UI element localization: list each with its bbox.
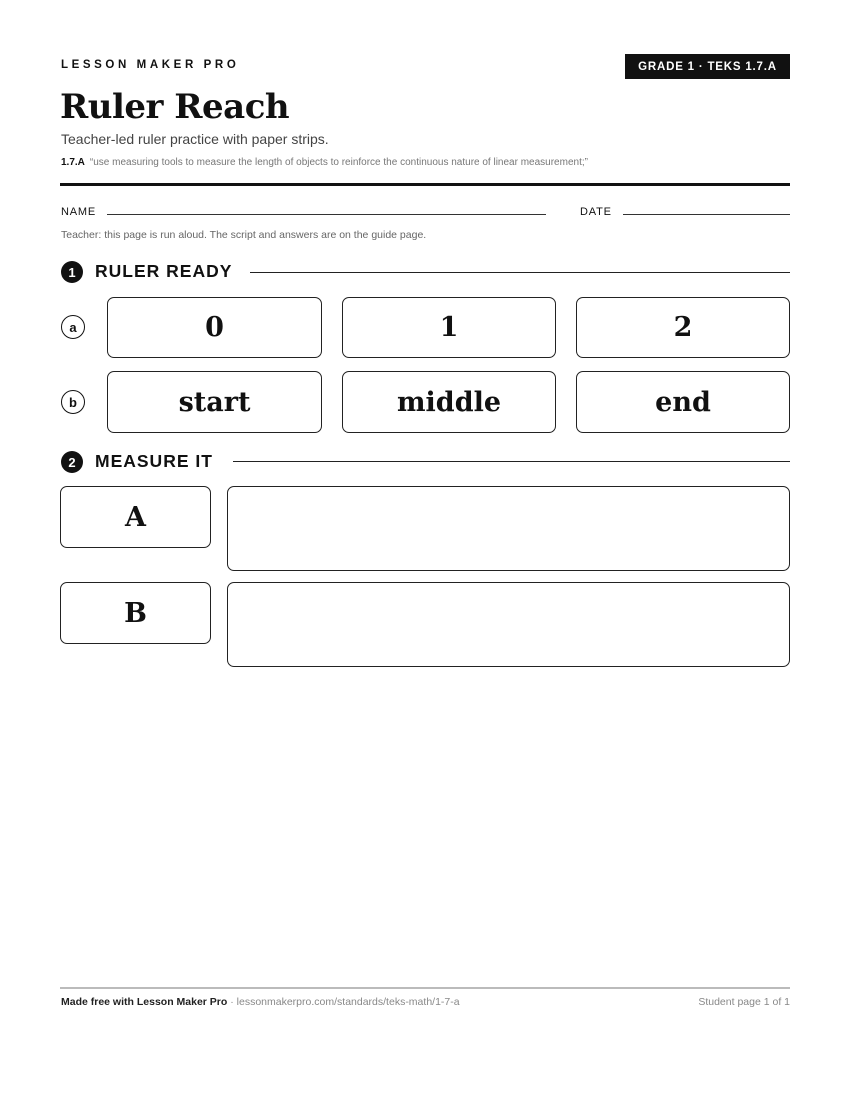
brand-name: LESSON MAKER PRO — [61, 59, 240, 71]
date-label: DATE — [580, 206, 612, 218]
footer-made-with: Made free with Lesson Maker Pro — [61, 996, 228, 1008]
section-title-measure-it: MEASURE IT — [95, 451, 213, 471]
standard-code: 1.7.A — [61, 157, 85, 168]
footer-separator: · — [227, 996, 237, 1008]
name-field[interactable] — [107, 214, 546, 215]
row-badge-b: b — [61, 390, 85, 414]
item-label-b: B — [60, 582, 211, 644]
answer-box-a[interactable] — [227, 486, 790, 571]
grade-badge: GRADE 1 · TEKS 1.7.A — [625, 54, 790, 79]
page-subtitle: Teacher-led ruler practice with paper strips. — [61, 131, 329, 147]
standard-text: “use measuring tools to measure the length of objects to reinforce the continuous nature of linear measurement;” — [89, 157, 588, 168]
section-number-2: 2 — [61, 451, 83, 473]
footer-url[interactable]: lessonmakerpro.com/standards/teks-math/1-7-a — [236, 996, 460, 1008]
page-title: Ruler Reach — [60, 87, 290, 127]
footer-credit — [61, 995, 460, 1009]
number-card-0: 0 — [107, 297, 322, 358]
row-badge-a: a — [61, 315, 85, 339]
word-card-start: start — [107, 371, 322, 433]
number-card-2: 2 — [576, 297, 790, 358]
date-field[interactable] — [623, 214, 790, 215]
item-label-a: A — [60, 486, 211, 548]
section-number-1: 1 — [61, 261, 83, 283]
footer-divider — [60, 987, 790, 989]
name-label: NAME — [61, 206, 96, 218]
answer-box-b[interactable] — [227, 582, 790, 667]
number-card-1: 1 — [342, 297, 556, 358]
header-divider — [60, 183, 790, 186]
section-divider — [250, 272, 790, 273]
word-card-end: end — [576, 371, 790, 433]
standard-line — [61, 156, 588, 170]
teacher-note: Teacher: this page is run aloud. The script and answers are on the guide page. — [61, 229, 427, 241]
footer-page-number: Student page 1 of 1 — [698, 996, 790, 1008]
section-divider — [233, 461, 790, 462]
section-title-ruler-ready: RULER READY — [95, 261, 233, 281]
word-card-middle: middle — [342, 371, 556, 433]
